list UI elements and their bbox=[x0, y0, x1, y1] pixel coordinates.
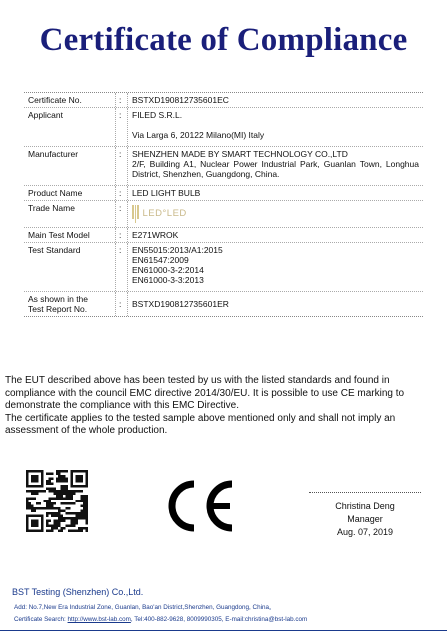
page-title: Certificate of Compliance bbox=[39, 22, 408, 58]
colon: : bbox=[116, 201, 128, 227]
test-standard-item: EN61000-3-2:2014 bbox=[132, 265, 204, 275]
label-manufacturer: Manufacturer bbox=[24, 147, 116, 185]
applicant-name: FILED S.R.L. bbox=[132, 110, 183, 120]
colon: : bbox=[116, 93, 128, 107]
signatory-title: Manager bbox=[347, 514, 383, 524]
colon: : bbox=[116, 292, 128, 316]
row-test-standard bbox=[24, 242, 423, 291]
row-certificate-no bbox=[24, 93, 423, 107]
label-main-test-model: Main Test Model bbox=[24, 228, 116, 242]
row-main-test-model bbox=[24, 227, 423, 242]
colon: : bbox=[116, 108, 128, 146]
label-test-report-line2: Test Report No. bbox=[28, 304, 88, 314]
row-product-name bbox=[24, 185, 423, 200]
value-product-name: LED LIGHT BULB bbox=[132, 188, 201, 198]
colon: : bbox=[116, 243, 128, 291]
footer-contact bbox=[14, 616, 439, 623]
label-product-name: Product Name bbox=[24, 186, 116, 200]
led-logo-bars-icon bbox=[132, 205, 139, 223]
statement bbox=[5, 375, 435, 438]
row-test-report-no bbox=[24, 291, 423, 316]
led-brand-logo bbox=[132, 203, 419, 225]
website-link[interactable]: http://www.bst-lab.com bbox=[67, 616, 131, 623]
test-standard-item: EN61547:2009 bbox=[132, 255, 189, 265]
statement-paragraph-1: The EUT described above has been tested by us with the listed standards and found in compliance with the council EMC directive 2014/30/EU. It is possible to use CE marking to demonstrate the compliance with this EMC Directive. bbox=[5, 375, 405, 411]
trade-name-logo-text: LED°LED bbox=[142, 208, 187, 219]
footer-divider bbox=[0, 630, 447, 631]
colon: : bbox=[116, 228, 128, 242]
applicant-address: Via Larga 6, 20122 Milano(MI) Italy bbox=[132, 130, 265, 140]
contact-prefix: Certificate Search: bbox=[14, 616, 68, 623]
row-manufacturer bbox=[24, 146, 423, 185]
footer-address: Add: No.7,New Era Industrial Zone, Guanlan, Bao'an District,Shenzhen, Guangdong, China。 bbox=[14, 604, 276, 611]
row-trade-name bbox=[24, 200, 423, 227]
label-test-report-line1: As shown in the bbox=[28, 294, 89, 304]
contact-details: , Tel:400-882-9628, 8009990305, E-mail:christina@bst-lab.com bbox=[130, 616, 308, 623]
signature-block bbox=[309, 492, 421, 539]
manufacturer-name: SHENZHEN MADE BY SMART TECHNOLOGY CO.,LTD bbox=[132, 149, 348, 159]
signature-date: Aug. 07, 2019 bbox=[336, 527, 394, 537]
row-applicant bbox=[24, 107, 423, 146]
value-certificate-no: BSTXD190812735601EC bbox=[132, 95, 229, 105]
ce-mark-icon bbox=[160, 478, 240, 534]
certificate-table bbox=[24, 92, 423, 317]
signatory-name: Christina Deng bbox=[335, 501, 395, 511]
label-certificate-no: Certificate No. bbox=[24, 93, 116, 107]
test-standard-item: EN61000-3-3:2013 bbox=[132, 275, 204, 285]
label-test-standard: Test Standard bbox=[24, 243, 116, 291]
value-main-test-model: E271WROK bbox=[132, 230, 179, 240]
value-test-report-no: BSTXD190812735601ER bbox=[132, 299, 229, 309]
qr-code-icon bbox=[26, 470, 88, 532]
footer-company: BST Testing (Shenzhen) Co.,Ltd. bbox=[12, 587, 144, 597]
test-standard-item: EN55015:2013/A1:2015 bbox=[132, 245, 223, 255]
label-applicant: Applicant bbox=[24, 108, 116, 146]
label-trade-name: Trade Name bbox=[24, 201, 116, 227]
statement-paragraph-2: The certificate applies to the tested sample above mentioned only and shall not imply an assessment of the whole production. bbox=[5, 412, 396, 436]
colon: : bbox=[116, 147, 128, 185]
manufacturer-address: 2/F, Building A1, Nuclear Power Industrial Park, Guanlan Town, Longhua District, Shenzhen, Guangdong, China. bbox=[132, 159, 419, 179]
colon: : bbox=[116, 186, 128, 200]
